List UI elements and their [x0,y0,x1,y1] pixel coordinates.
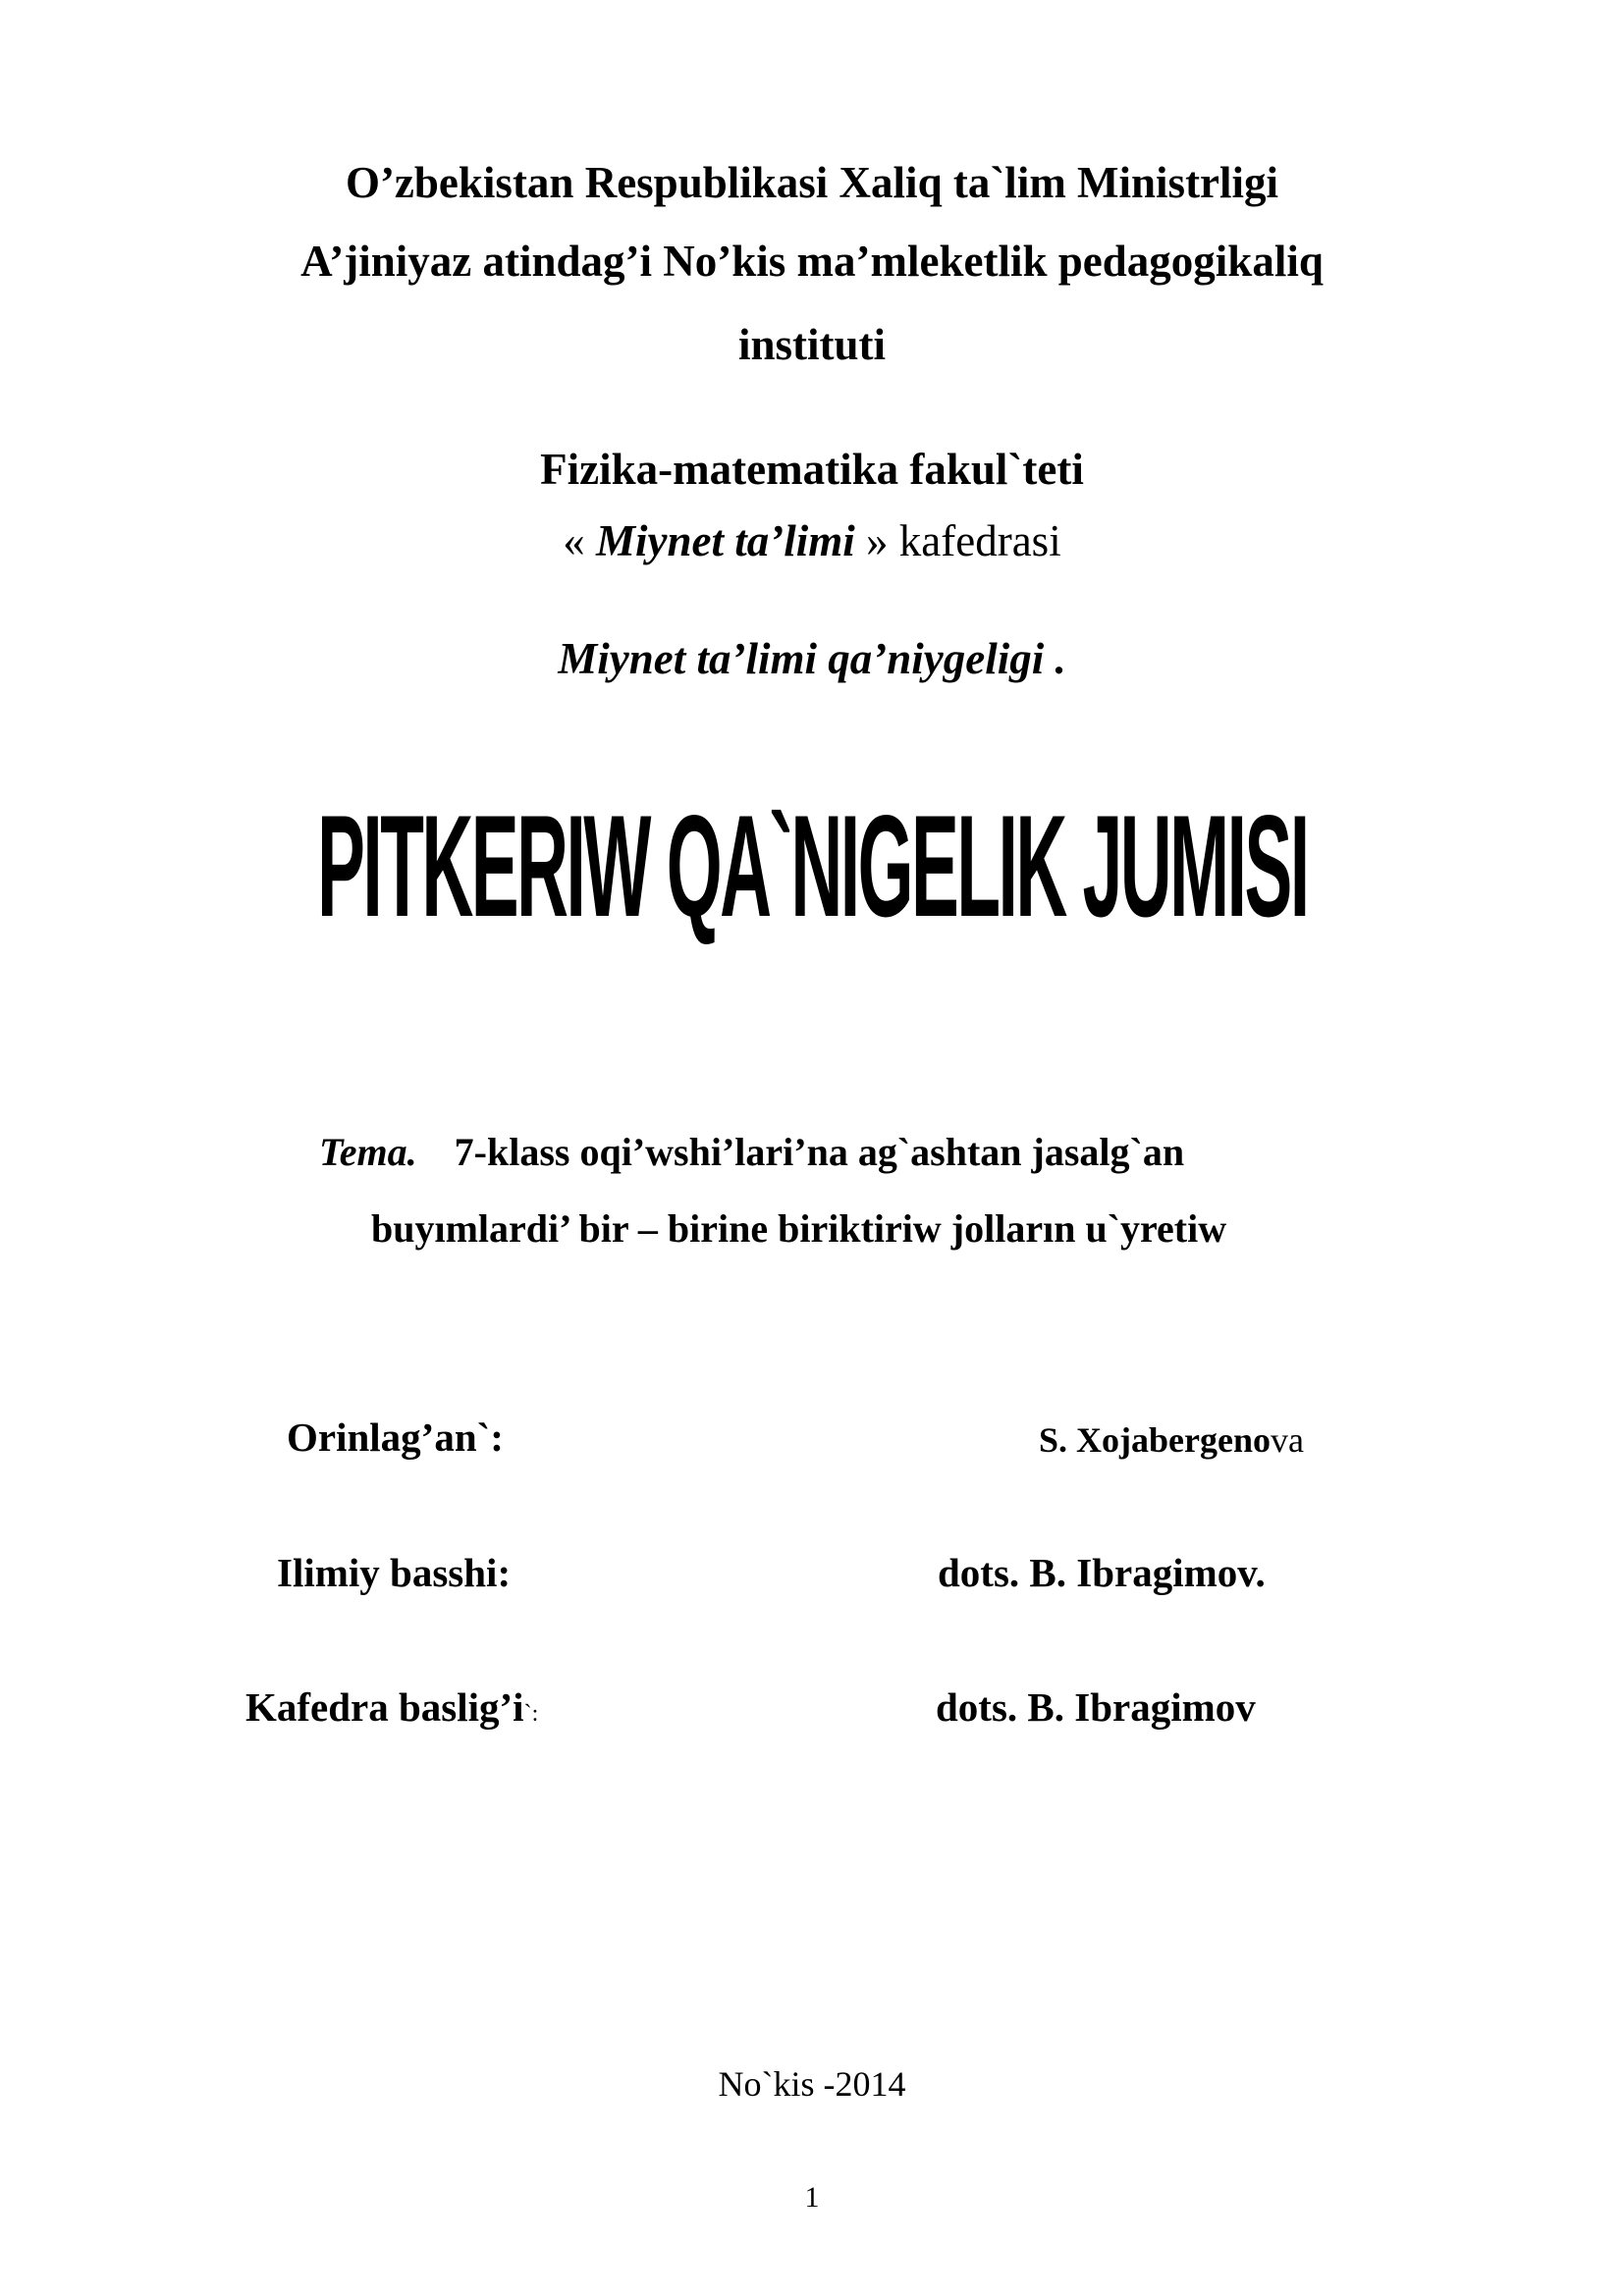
department-heading [0,515,1624,566]
head-of-department-role [245,1683,538,1731]
department-name: Miynet ta’limi [596,516,855,565]
supervisor-role: Ilimiy basshi: [277,1550,512,1595]
ministry-heading: O’zbekistan Respublikasi Xaliq ta`lim Ministrligi [345,158,1279,207]
topic-label: Tema. [319,1130,417,1174]
institute-heading-line2: instituti [737,320,887,369]
department-suffix: » kafedrasi [854,516,1061,565]
head-role-suffix: `: [523,1701,539,1727]
author-name-tail: va [1271,1420,1304,1460]
supervisor-name: dots. B. Ibragimov. [938,1550,1266,1595]
topic-line1 [319,1129,1184,1175]
department-open-quote: « [563,516,597,565]
institute-heading-line1: A’jiniyaz atindag’i No’kis ma’mleketlik pedagogikaliq [300,237,1324,286]
author-role: Orinlag’an`: [287,1415,504,1460]
place-year: No`kis -2014 [718,2064,906,2104]
document-title [0,785,1624,948]
document-title-text: PITKERIW QA`NIGELIK JUMISI [316,785,1308,948]
head-role-text: Kafedra baslig’i [245,1684,524,1730]
author-name [1039,1419,1304,1461]
faculty-heading: Fizika-matematika fakul`teti [540,445,1084,494]
page-number: 1 [804,2181,820,2214]
author-name-main: S. Xojabergeno [1039,1420,1271,1460]
topic-line2: buyımlardi’ bir – birine biriktiriw jolların u`yretiw [371,1206,1227,1251]
topic-text-line1: 7-klass oqi’wshi’lari’na ag`ashtan jasalg`an [454,1130,1185,1174]
head-of-department-name: dots. B. Ibragimov [936,1684,1256,1730]
specialty-heading: Miynet ta’limi qa’niygeligi . [558,634,1066,683]
